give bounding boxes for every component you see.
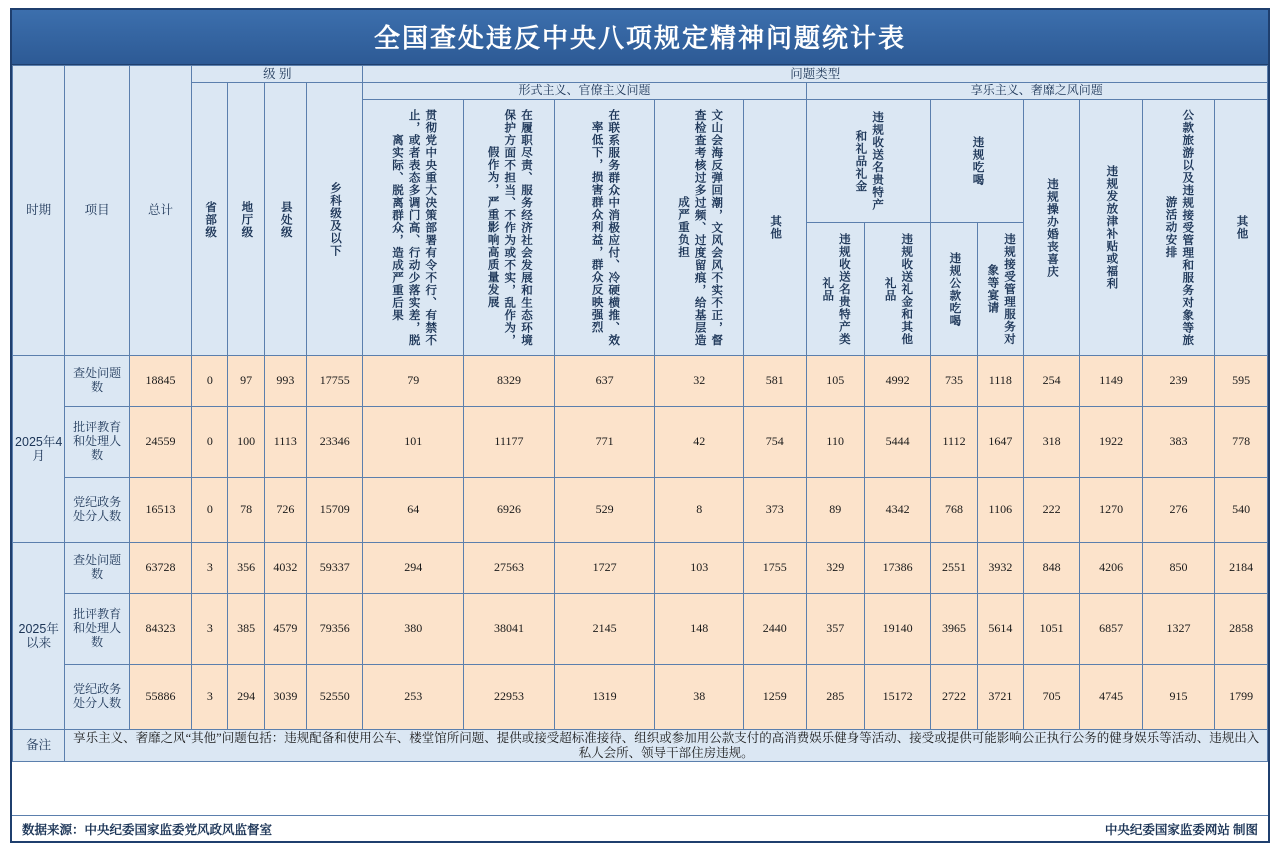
header-hedonism-travel xyxy=(1142,100,1215,356)
header-problem-type-group: 问题类型 xyxy=(363,66,1268,83)
cell-formalism-4: 2440 xyxy=(744,594,806,665)
cell-hedonism-5: 1922 xyxy=(1080,407,1142,478)
cell-hedonism-3: 1647 xyxy=(977,407,1023,478)
header-hedonism-dining-sub-1 xyxy=(931,223,977,356)
header-hedonism-gifts-sub-2-label: 违规收送礼金和其他礼品 xyxy=(883,232,913,346)
cell-formalism-2: 637 xyxy=(554,356,655,407)
cell-level-0: 0 xyxy=(192,478,228,543)
cell-level-2: 4032 xyxy=(264,543,306,594)
cell-hedonism-6: 1327 xyxy=(1142,594,1215,665)
cell-formalism-3: 42 xyxy=(655,407,744,478)
cell-total: 55886 xyxy=(129,665,191,730)
header-hedonism-dining-sub-2-label: 违规接受管理服务对象等宴请 xyxy=(986,232,1015,346)
cell-level-2: 993 xyxy=(264,356,306,407)
cell-hedonism-1: 17386 xyxy=(864,543,930,594)
cell-level-1: 78 xyxy=(228,478,264,543)
cell-hedonism-2: 1112 xyxy=(931,407,977,478)
cell-formalism-1: 11177 xyxy=(464,407,555,478)
cell-formalism-0: 253 xyxy=(363,665,464,730)
cell-hedonism-6: 383 xyxy=(1142,407,1215,478)
cell-hedonism-0: 285 xyxy=(806,665,864,730)
cell-hedonism-5: 6857 xyxy=(1080,594,1142,665)
cell-hedonism-6: 915 xyxy=(1142,665,1215,730)
cell-total: 16513 xyxy=(129,478,191,543)
cell-formalism-4: 373 xyxy=(744,478,806,543)
cell-level-3: 17755 xyxy=(307,356,363,407)
cell-hedonism-0: 89 xyxy=(806,478,864,543)
cell-hedonism-5: 1270 xyxy=(1080,478,1142,543)
cell-level-3: 59337 xyxy=(307,543,363,594)
cell-level-2: 1113 xyxy=(264,407,306,478)
cell-hedonism-4: 848 xyxy=(1023,543,1079,594)
header-formalism-col-2 xyxy=(464,100,555,356)
footer-source: 数据来源：中央纪委国家监委党风政风监督室 xyxy=(22,823,273,837)
table-frame xyxy=(10,8,1270,843)
cell-hedonism-2: 735 xyxy=(931,356,977,407)
cell-level-0: 0 xyxy=(192,407,228,478)
cell-hedonism-4: 254 xyxy=(1023,356,1079,407)
cell-formalism-1: 6926 xyxy=(464,478,555,543)
item-label: 查处问题数 xyxy=(65,356,129,407)
cell-formalism-4: 754 xyxy=(744,407,806,478)
header-hedonism-weddings-label: 违规操办婚丧喜庆 xyxy=(1046,177,1059,278)
cell-formalism-2: 1727 xyxy=(554,543,655,594)
item-label: 批评教育和处理人数 xyxy=(65,407,129,478)
cell-formalism-3: 103 xyxy=(655,543,744,594)
cell-formalism-2: 529 xyxy=(554,478,655,543)
cell-level-2: 4579 xyxy=(264,594,306,665)
cell-total: 24559 xyxy=(129,407,191,478)
item-label: 党纪政务处分人数 xyxy=(65,665,129,730)
cell-hedonism-1: 5444 xyxy=(864,407,930,478)
header-hedonism-gifts xyxy=(806,100,931,223)
header-hedonism-group: 享乐主义、奢靡之风问题 xyxy=(806,83,1268,100)
header-row-1 xyxy=(13,66,1268,83)
cell-hedonism-3: 5614 xyxy=(977,594,1023,665)
header-formalism-col-3 xyxy=(554,100,655,356)
cell-level-1: 356 xyxy=(228,543,264,594)
cell-hedonism-6: 850 xyxy=(1142,543,1215,594)
header-level-diting xyxy=(228,83,264,356)
cell-formalism-4: 1755 xyxy=(744,543,806,594)
cell-hedonism-1: 19140 xyxy=(864,594,930,665)
cell-level-2: 726 xyxy=(264,478,306,543)
cell-formalism-2: 2145 xyxy=(554,594,655,665)
cell-hedonism-1: 4992 xyxy=(864,356,930,407)
note-text: 享乐主义、奢靡之风“其他”问题包括：违规配备和使用公车、楼堂馆所问题、提供或接受超标准接待、组织或参加用公款支付的高消费娱乐健身等活动、接受或提供可能影响公正执行公务的健身娱乐等活动、违规出入私人会所、领导干部住房违规。 xyxy=(65,730,1268,762)
cell-hedonism-7: 778 xyxy=(1215,407,1268,478)
cell-level-1: 385 xyxy=(228,594,264,665)
cell-hedonism-7: 540 xyxy=(1215,478,1268,543)
header-formalism-col-1-label: 贯彻党中央重大决策部署有令不行、有禁不止，或者表态多调门高、行动少落实差，脱离实际、脱离群众，造成严重后果 xyxy=(390,108,437,347)
header-hedonism-travel-label: 公款旅游以及违规接受管理和服务对象等旅游活动安排 xyxy=(1164,108,1194,347)
cell-hedonism-5: 4206 xyxy=(1080,543,1142,594)
cell-hedonism-2: 2551 xyxy=(931,543,977,594)
header-formalism-col-2-label: 在履职尽责、服务经济社会发展和生态环境保护方面不担当、不作为或不实，乱作为，假作为，严重影响高质量发展 xyxy=(486,108,532,347)
cell-hedonism-2: 3965 xyxy=(931,594,977,665)
cell-formalism-3: 148 xyxy=(655,594,744,665)
cell-hedonism-3: 3932 xyxy=(977,543,1023,594)
table-row xyxy=(13,594,1268,665)
period-label-2: 2025年以来 xyxy=(13,543,65,730)
header-hedonism-dining-sub-1-label: 违规公款吃喝 xyxy=(948,251,961,327)
cell-formalism-0: 101 xyxy=(363,407,464,478)
cell-hedonism-4: 705 xyxy=(1023,665,1079,730)
cell-formalism-4: 581 xyxy=(744,356,806,407)
header-level-sheng xyxy=(192,83,228,356)
footer xyxy=(12,815,1268,841)
cell-hedonism-6: 276 xyxy=(1142,478,1215,543)
cell-hedonism-5: 4745 xyxy=(1080,665,1142,730)
cell-formalism-0: 294 xyxy=(363,543,464,594)
header-hedonism-allowances xyxy=(1080,100,1142,356)
item-label: 批评教育和处理人数 xyxy=(65,594,129,665)
header-hedonism-allowances-label: 违规发放津补贴或福利 xyxy=(1105,165,1118,291)
header-hedonism-gifts-label: 违规收送名贵特产和礼品礼金 xyxy=(854,111,884,212)
cell-hedonism-7: 1799 xyxy=(1215,665,1268,730)
cell-formalism-1: 8329 xyxy=(464,356,555,407)
header-level-diting-label: 地厅级 xyxy=(240,200,253,239)
header-formalism-col-1 xyxy=(363,100,464,356)
cell-hedonism-4: 318 xyxy=(1023,407,1079,478)
header-row-2 xyxy=(13,83,1268,100)
page-title: 全国查处违反中央八项规定精神问题统计表 xyxy=(12,10,1268,65)
cell-hedonism-0: 329 xyxy=(806,543,864,594)
cell-hedonism-7: 595 xyxy=(1215,356,1268,407)
header-item: 项目 xyxy=(65,66,129,356)
header-formalism-col-other-label: 其他 xyxy=(769,215,782,241)
cell-level-1: 100 xyxy=(228,407,264,478)
statistics-table xyxy=(12,65,1268,762)
table-row xyxy=(13,478,1268,543)
cell-total: 63728 xyxy=(129,543,191,594)
footer-credit: 中央纪委国家监委网站 制图 xyxy=(1104,823,1258,837)
period-label-1: 2025年4月 xyxy=(13,356,65,543)
cell-hedonism-2: 2722 xyxy=(931,665,977,730)
cell-hedonism-3: 1106 xyxy=(977,478,1023,543)
cell-level-0: 3 xyxy=(192,665,228,730)
cell-hedonism-0: 110 xyxy=(806,407,864,478)
note-label: 备注 xyxy=(13,730,65,762)
header-hedonism-dining-sub-2 xyxy=(977,223,1023,356)
cell-level-0: 3 xyxy=(192,543,228,594)
cell-formalism-0: 380 xyxy=(363,594,464,665)
cell-hedonism-7: 2858 xyxy=(1215,594,1268,665)
item-label: 党纪政务处分人数 xyxy=(65,478,129,543)
table-row xyxy=(13,665,1268,730)
cell-hedonism-6: 239 xyxy=(1142,356,1215,407)
cell-formalism-3: 8 xyxy=(655,478,744,543)
cell-formalism-1: 22953 xyxy=(464,665,555,730)
header-level-xianchu-label: 县处级 xyxy=(279,200,292,239)
cell-level-0: 3 xyxy=(192,594,228,665)
cell-hedonism-7: 2184 xyxy=(1215,543,1268,594)
header-level-group: 级 别 xyxy=(192,66,363,83)
cell-total: 18845 xyxy=(129,356,191,407)
header-level-xiangke xyxy=(307,83,363,356)
cell-hedonism-3: 3721 xyxy=(977,665,1023,730)
cell-formalism-1: 38041 xyxy=(464,594,555,665)
cell-level-1: 294 xyxy=(228,665,264,730)
header-hedonism-other xyxy=(1215,100,1268,356)
cell-level-2: 3039 xyxy=(264,665,306,730)
cell-hedonism-4: 222 xyxy=(1023,478,1079,543)
header-level-xianchu xyxy=(264,83,306,356)
table-row xyxy=(13,407,1268,478)
header-hedonism-dining-label: 违规吃喝 xyxy=(971,136,984,187)
header-formalism-col-other xyxy=(744,100,806,356)
cell-formalism-2: 1319 xyxy=(554,665,655,730)
cell-level-1: 97 xyxy=(228,356,264,407)
cell-level-3: 15709 xyxy=(307,478,363,543)
header-formalism-col-4-label: 文山会海反弹回潮，文风会风不实不正，督查检查考核过多过频、过度留痕，给基层造成严重负担 xyxy=(676,108,723,347)
cell-formalism-0: 79 xyxy=(363,356,464,407)
cell-hedonism-1: 4342 xyxy=(864,478,930,543)
header-total xyxy=(129,66,191,356)
cell-level-0: 0 xyxy=(192,356,228,407)
header-formalism-group: 形式主义、官僚主义问题 xyxy=(363,83,806,100)
item-label: 查处问题数 xyxy=(65,543,129,594)
header-level-xiangke-label: 乡科级及以下 xyxy=(329,181,342,257)
cell-formalism-2: 771 xyxy=(554,407,655,478)
cell-formalism-4: 1259 xyxy=(744,665,806,730)
cell-level-3: 79356 xyxy=(307,594,363,665)
cell-hedonism-0: 357 xyxy=(806,594,864,665)
header-hedonism-dining xyxy=(931,100,1024,223)
cell-hedonism-2: 768 xyxy=(931,478,977,543)
cell-hedonism-5: 1149 xyxy=(1080,356,1142,407)
table-container xyxy=(12,65,1268,815)
header-formalism-col-4 xyxy=(655,100,744,356)
cell-formalism-3: 32 xyxy=(655,356,744,407)
cell-hedonism-1: 15172 xyxy=(864,665,930,730)
header-hedonism-other-label: 其他 xyxy=(1235,215,1248,241)
header-hedonism-weddings xyxy=(1023,100,1079,356)
header-level-sheng-label: 省部级 xyxy=(204,200,217,239)
header-total-label: 总计 xyxy=(148,202,174,217)
header-hedonism-gifts-sub-1-label: 违规收送名贵特产类礼品 xyxy=(821,232,850,346)
cell-hedonism-4: 1051 xyxy=(1023,594,1079,665)
cell-formalism-3: 38 xyxy=(655,665,744,730)
header-hedonism-gifts-sub-2 xyxy=(864,223,930,356)
cell-formalism-0: 64 xyxy=(363,478,464,543)
header-formalism-col-3-label: 在联系服务群众中消极应付、冷硬横推、效率低下，损害群众利益，群众反映强烈 xyxy=(590,108,620,347)
header-period: 时期 xyxy=(13,66,65,356)
table-row xyxy=(13,543,1268,594)
cell-formalism-1: 27563 xyxy=(464,543,555,594)
cell-hedonism-0: 105 xyxy=(806,356,864,407)
cell-total: 84323 xyxy=(129,594,191,665)
note-row xyxy=(13,730,1268,762)
cell-hedonism-3: 1118 xyxy=(977,356,1023,407)
cell-level-3: 23346 xyxy=(307,407,363,478)
cell-level-3: 52550 xyxy=(307,665,363,730)
header-hedonism-gifts-sub-1 xyxy=(806,223,864,356)
table-row xyxy=(13,356,1268,407)
